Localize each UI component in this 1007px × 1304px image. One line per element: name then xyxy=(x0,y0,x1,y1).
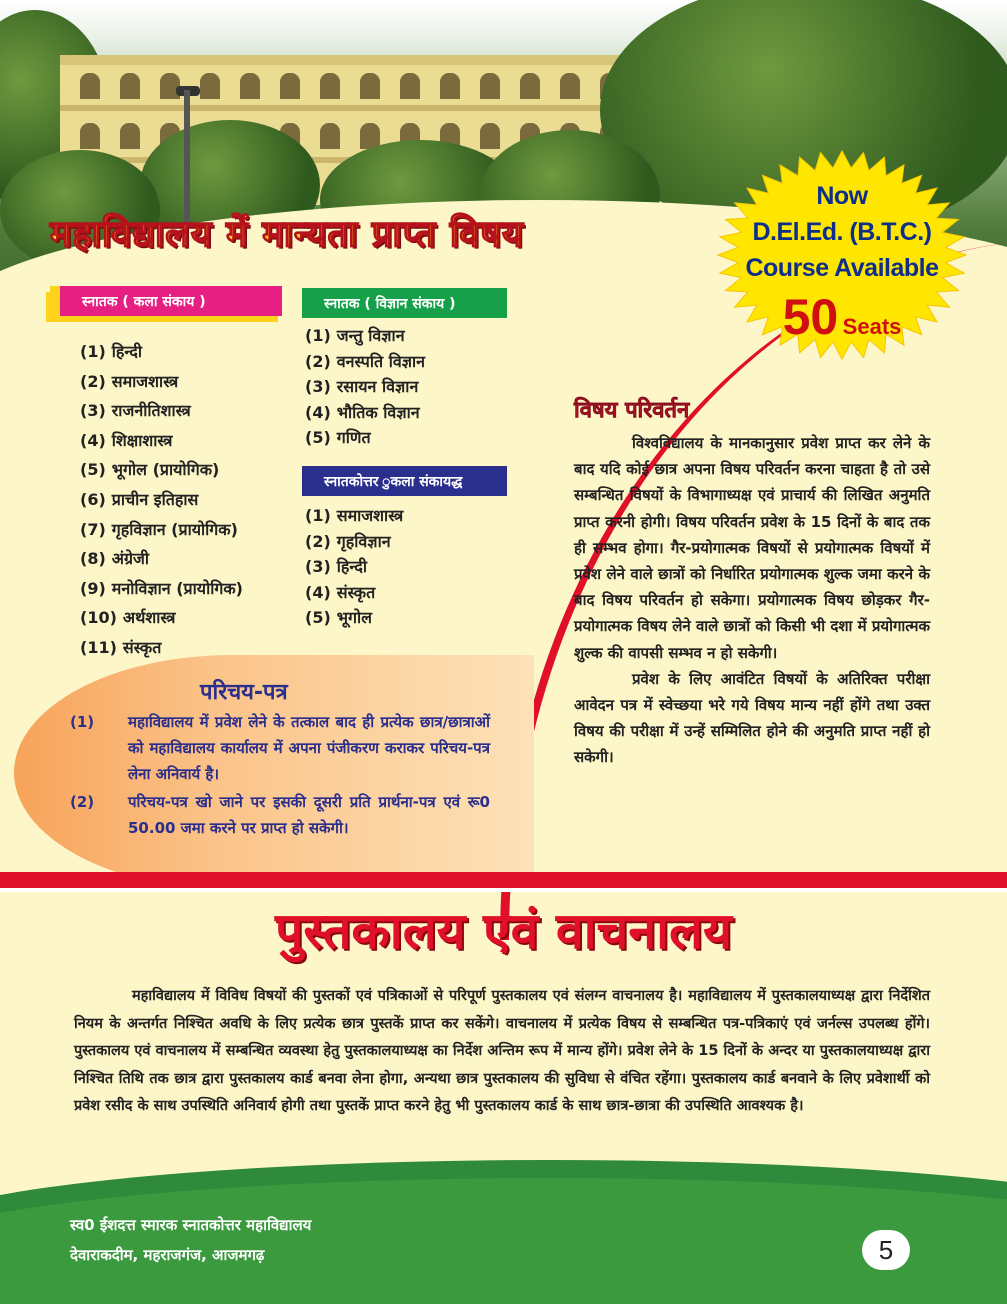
list-item: (9) मनोविज्ञान (प्रायोगिक) xyxy=(80,578,243,598)
promo-line-available: Course Available xyxy=(745,254,939,282)
list-item: (10) अर्थशास्त्र xyxy=(80,608,176,628)
college-name: स्व0 ईशदत्त स्मारक स्नातकोत्तर महाविद्यालय xyxy=(70,1216,312,1234)
list-item: (3) रसायन विज्ञान xyxy=(305,377,419,397)
list-item: (2) वनस्पति विज्ञान xyxy=(305,351,426,371)
list-item: (5) गणित xyxy=(305,428,371,448)
list-item: (4) भौतिक विज्ञान xyxy=(305,402,420,422)
seats-number: 50 xyxy=(782,289,839,345)
science-subject-list xyxy=(305,324,425,452)
seats-count xyxy=(716,288,968,346)
recognized-subjects-heading: महाविद्यालय में मान्यता प्राप्त विषय xyxy=(50,214,524,255)
postgraduate-label: स्नातकोत्तर ुकला संकायद्ध xyxy=(302,466,507,496)
list-item: (5) भूगोल (प्रायोगिक) xyxy=(80,460,220,480)
promo-line-course: D.El.Ed. (B.T.C.) xyxy=(752,218,932,246)
list-item: (2) समाजशास्त्र xyxy=(80,371,179,391)
section-divider xyxy=(0,872,1007,888)
list-item: (2) गृहविज्ञान xyxy=(305,531,391,551)
id-card-rule: (2) परिचय-पत्र खो जाने पर इसकी दूसरी प्रति प्रार्थना-पत्र एवं रू0 50.00 जमा करने पर प्राप्त हो सकेगी। xyxy=(70,793,490,837)
promo-line-now: Now xyxy=(816,182,868,210)
list-item: (5) भूगोल xyxy=(305,608,373,628)
library-title: पुस्तकालय एवं वाचनालय xyxy=(275,902,732,960)
list-item: (11) संस्कृत xyxy=(80,637,162,657)
arts-faculty-label: स्नातक ( कला संकाय ) xyxy=(50,286,282,316)
subject-change-para: विश्वविद्यालय के मानकानुसार प्रवेश प्राप्त कर लेने के बाद यदि कोई छात्र अपना विषय परिवर्तन करना चाहता है तो उसे सम्बन्धित विषयों के विभागाध्यक्ष एवं प्राचार्य की लिखित अनुमति प्राप्त करनी होगी। विषय परिवर्तन प्रवेश के 15 दिनों के बाद तक ही सम्भव होगा। गैर-प्रयोगात्मक विषयों से प्रयोगात्मक विषयों में प्रवेश लेने वाले छात्रों को निर्धारित प्रयोगात्मक शुल्क जमा करने के बाद विषय परिवर्तन हो सकेगा। प्रयोगात्मक विषय छोड़कर गैर-प्रयोगात्मक विषय लेने वाले छात्रों को किसी भी दशा में प्रयोगात्मक शुल्क की वापसी सम्भव न हो सकेगी। xyxy=(574,434,930,662)
subject-change-para: प्रवेश के लिए आवंटित विषयों के अतिरिक्त परीक्षा आवेदन पत्र में स्वेच्छया भरे गये विषय मान्य नहीं होंगे तथा उक्त विषय की परीक्षा में उन्हें सम्मिलित होने की अनुमति प्राप्त नहीं हो सकेगी। xyxy=(574,669,930,767)
id-card-rule: (1) महाविद्यालय में प्रवेश लेने के तत्काल बाद ही प्रत्येक छात्र/छात्राओं को महाविद्यालय कार्यालय में अपना पंजीकरण कराकर परिचय-पत्र लेना अनिवार्य है। xyxy=(70,713,490,783)
arts-subject-list xyxy=(80,340,243,666)
course-announcement xyxy=(716,178,968,286)
list-item: (1) जन्तु विज्ञान xyxy=(305,326,405,345)
list-item: (7) गृहविज्ञान (प्रायोगिक) xyxy=(80,519,238,539)
list-item: (1) हिन्दी xyxy=(80,342,142,361)
list-item: (6) प्राचीन इतिहास xyxy=(80,489,199,509)
subject-change-text xyxy=(574,430,930,771)
subject-change-title: विषय परिवर्तन xyxy=(574,398,690,423)
list-item: (1) समाजशास्त्र xyxy=(305,506,404,525)
id-card-title: परिचय-पत्र xyxy=(200,680,288,705)
science-faculty-label: स्नातक ( विज्ञान संकाय ) xyxy=(302,288,507,318)
list-item: (4) संस्कृत xyxy=(305,582,376,602)
list-item: (8) अंग्रेजी xyxy=(80,549,150,569)
page-number: 5 xyxy=(862,1230,910,1270)
library-text: महाविद्यालय में विविध विषयों की पुस्तकों एवं पत्रिकाओं से परिपूर्ण पुस्तकालय एवं संलग्न वाचनालय है। महाविद्यालय में पुस्तकालयाध्यक्ष द्वारा निर्देशित नियम के अन्तर्गत निश्चित अवधि के लिए प्रत्येक छात्र पुस्तकें प्राप्त कर सकेंगे। वाचनालय में प्रत्येक विषय से सम्बन्धित पत्र-पत्रिकाएं एवं जर्नल्स उपलब्ध होंगे। पुस्तकालय एवं वाचनालय में सम्बन्धित व्यवस्था हेतु पुस्तकालयाध्यक्ष का निर्देश अन्तिम रूप में मान्य होंगे। प्रवेश लेने के 15 दिनों के अन्दर या पुस्तकालयाध्यक्ष द्वारा निश्चित तिथि तक छात्र द्वारा पुस्तकालय कार्ड बनवा लेना होगा, अन्यथा छात्र पुस्तकालय की सुविधा से वंचित रहेंगा। पुस्तकालय कार्ड बनवाने के लिए प्रवेशार्थी को प्रवेश रसीद के साथ उपस्थिति अनिवार्य होगी तथा पुस्तकें प्राप्त करने हेतु भी पुस्तकालय कार्ड के साथ छात्र-छात्रा की उपस्थिति आवश्यक है। xyxy=(74,988,930,1115)
list-item: (3) हिन्दी xyxy=(305,557,367,577)
postgraduate-subject-list xyxy=(305,504,403,632)
list-item: (4) शिक्षाशास्त्र xyxy=(80,430,173,450)
college-address: देवाराकदीम, महराजगंज, आजमगढ़ xyxy=(70,1246,265,1264)
seats-label: Seats xyxy=(842,314,902,339)
list-item: (3) राजनीतिशास्त्र xyxy=(80,401,191,421)
